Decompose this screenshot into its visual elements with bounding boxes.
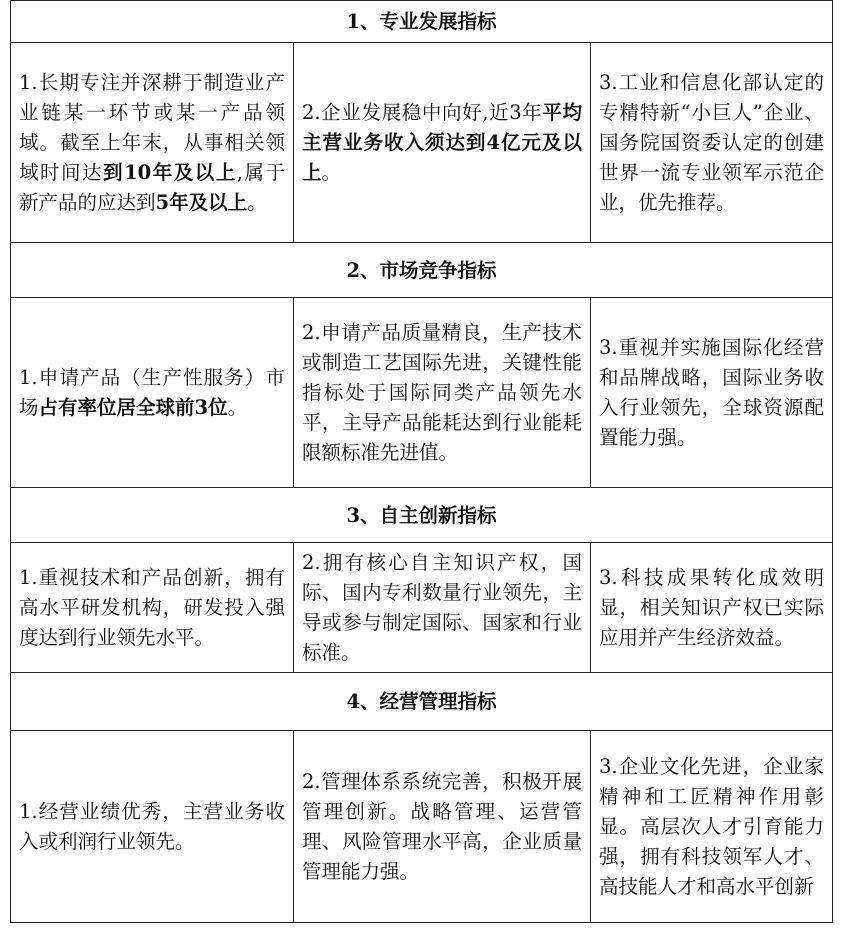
- criteria-table: [10, 0, 833, 923]
- cell-text: ,属于新产品的应达到: [19, 161, 286, 214]
- criteria-cell: [294, 43, 591, 243]
- cell-text: 。: [227, 396, 248, 419]
- section-header-row: [11, 243, 833, 298]
- cell-text: 。: [247, 191, 267, 214]
- cell-text: 3.科技成果转化成效明显，相关知识产权已实际应用并产生经济效益。: [599, 566, 825, 649]
- cell-text: 2.管理体系系统完善，积极开展管理创新。战略管理、运营管理、风险管理水平高，企业质量管理能力强。: [302, 770, 582, 883]
- emphasis-text: 平均主营业务收入须达到4亿元及以上: [302, 101, 582, 184]
- cell-text: 2.企业发展稳中向好,近3年: [302, 101, 543, 124]
- section-title: 3、自主创新指标: [11, 488, 833, 543]
- emphasis-text: 到10年及以上: [103, 161, 237, 184]
- cell-text: 1.申请产品（生产性服务）市场: [19, 366, 285, 419]
- criteria-row: [11, 43, 833, 243]
- cell-text: 2.申请产品质量精良，生产技术或制造工艺国际先进，关键性能指标处于国际同类产品领先水平，主导产品能耗达到行业能耗限额标准先进值。: [302, 321, 582, 464]
- criteria-cell: [591, 298, 833, 488]
- criteria-cell: [294, 731, 591, 923]
- criteria-row: [11, 543, 833, 673]
- criteria-cell: [11, 43, 294, 243]
- emphasis-text: 占有率位居全球前3位: [38, 396, 228, 419]
- section-title: 2、市场竞争指标: [11, 243, 833, 298]
- cell-text: 1.长期专注并深耕于制造业产业链某一环节或某一产品领域。截至上年末，从事相关领域时间达: [19, 71, 285, 184]
- cell-text: 3.企业文化先进，企业家精神和工匠精神作用彰显。高层次人才引育能力强，拥有科技领军人才、高技能人才和高水平创新: [599, 755, 825, 898]
- section-header-row: [11, 1, 833, 43]
- page-bottom-edge: [0, 933, 842, 937]
- criteria-cell: [11, 298, 294, 488]
- cell-text: 3.重视并实施国际化经营和品牌战略，国际业务收入行业领先，全球资源配置能力强。: [599, 336, 825, 449]
- criteria-cell: [591, 731, 833, 923]
- emphasis-text: 5年及以上: [155, 191, 248, 214]
- section-title: 1、专业发展指标: [11, 1, 833, 43]
- section-title: 4、经营管理指标: [11, 673, 833, 731]
- criteria-cell: [294, 298, 591, 488]
- section-header-row: [11, 673, 833, 731]
- cell-text: 3.工业和信息化部认定的专精特新“小巨人”企业、国务院国资委认定的创建世界一流专业领军示范企业，优先推荐。: [599, 71, 825, 214]
- section-header-row: [11, 488, 833, 543]
- cell-text: 1.经营业绩优秀，主营业务收入或利润行业领先。: [19, 800, 285, 853]
- criteria-cell: [591, 43, 833, 243]
- criteria-cell: [591, 543, 833, 673]
- criteria-cell: [294, 543, 591, 673]
- criteria-row: [11, 298, 833, 488]
- cell-text: 。: [321, 161, 342, 184]
- cell-text: 1.重视技术和产品创新，拥有高水平研发机构，研发投入强度达到行业领先水平。: [19, 566, 285, 649]
- criteria-row: [11, 731, 833, 923]
- cell-text: 2.拥有核心自主知识产权，国际、国内专利数量行业领先，主导或参与制定国际、国家和行业标准。: [302, 551, 582, 664]
- criteria-cell: [11, 731, 294, 923]
- criteria-cell: [11, 543, 294, 673]
